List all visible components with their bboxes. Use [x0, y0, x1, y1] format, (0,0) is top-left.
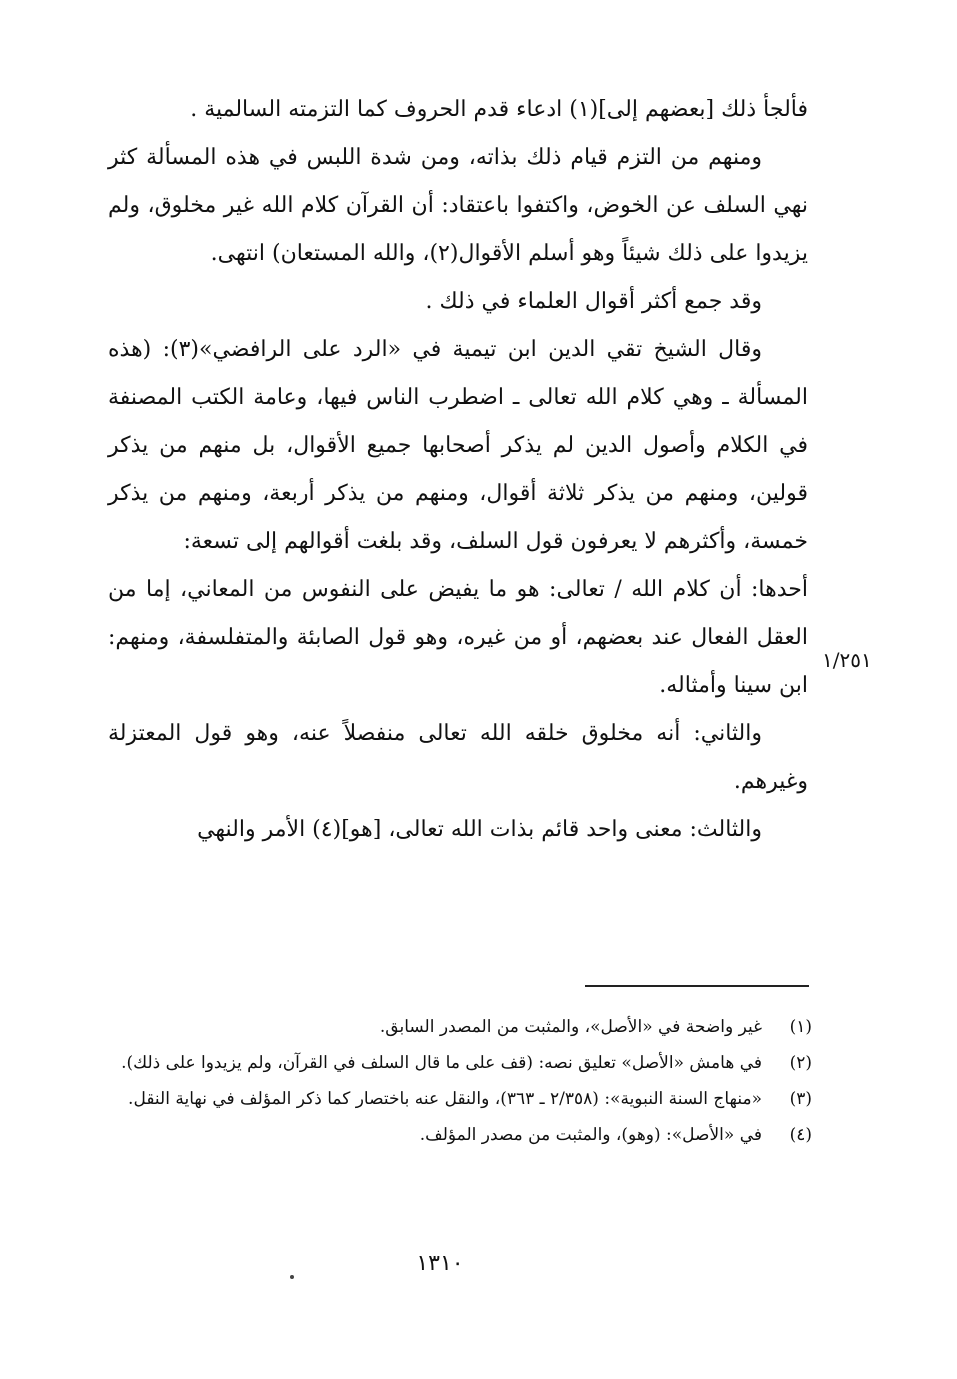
marginal-page-reference: ١/٢٥١	[822, 648, 872, 672]
footnote-text: غير واضحة في «الأصل»، والمثبت من المصدر السابق.	[379, 1017, 762, 1037]
footnote	[108, 1081, 812, 1117]
paragraph: والثالث: معنى واحد قائم بذات الله تعالى، [هو](٤) الأمر والنهي	[197, 817, 762, 842]
footnotes	[108, 1009, 812, 1153]
footnote-number: (٣)	[789, 1089, 812, 1109]
footnote-number: (٤)	[789, 1125, 812, 1145]
footnote-text: في هامش «الأصل» تعليق نصه: (قف على ما قال السلف في القرآن، ولم يزيدوا على ذلك).	[121, 1053, 762, 1073]
footnote	[108, 1117, 812, 1153]
paragraph: والثاني: أنه مخلوق خلقه الله تعالى منفصلاً عنه، وهو قول المعتزلة وغيرهم.	[108, 721, 808, 794]
page-number: ١٣١٠	[416, 1251, 464, 1276]
footnote-text: في «الأصل»: (وهو)، والمثبت من مصدر المؤلف.	[419, 1125, 762, 1145]
footnote-text: «منهاج السنة النبوية»: (٢/٣٥٨ ـ ٣٦٣)، والنقل عنه باختصار كما ذكر المؤلف في نهاية النقل.	[128, 1089, 762, 1109]
footnote-divider	[585, 985, 809, 987]
footnote	[108, 1009, 812, 1045]
paragraph: وقد جمع أكثر أقوال العلماء في ذلك .	[425, 289, 762, 314]
paragraph: أحدها: أن كلام الله / تعالى: هو ما يفيض على النفوس من المعاني، إما من العقل الفعال عند بعضهم، أو من غيره، وهو قول الصابئة والمتفلسفة، ومنهم: ابن سينا وأمثاله.	[108, 577, 808, 698]
paragraph: ومنهم من التزم قيام ذلك بذاته، ومن شدة اللبس في هذه المسألة كثر نهي السلف عن الخوض، واكتفوا باعتقاد: أن القرآن كلام الله غير مخلوق، ولم يزيدوا على ذلك شيئاً وهو أسلم الأقوال(٢)، والله المستعان) انتهى.	[108, 145, 808, 266]
footnote-number: (٢)	[789, 1053, 812, 1073]
scan-speck	[290, 1275, 294, 1279]
paragraph: وقال الشيخ تقي الدين ابن تيمية في «الرد على الرافضي»(٣): (هذه المسألة ـ وهي كلام الله تعالى ـ اضطرب الناس فيها، وعامة الكتب المصنفة في الكلام وأصول الدين لم يذكر أصحابها جميع الأقوال، بل منهم من يذكر قولين، ومنهم من يذكر ثلاثة أقوال، ومنهم من يذكر أربعة، ومنهم من يذكر خمسة، وأكثرهم لا يعرفون قول السلف، وقد بلغت أقوالهم إلى تسعة:	[108, 337, 808, 554]
footnote	[108, 1045, 812, 1081]
main-text	[108, 86, 808, 854]
paragraph: فألجأ ذلك [بعضهم إلى](١) ادعاء قدم الحروف كما التزمته السالمية .	[190, 97, 808, 122]
footnote-number: (١)	[789, 1017, 812, 1037]
